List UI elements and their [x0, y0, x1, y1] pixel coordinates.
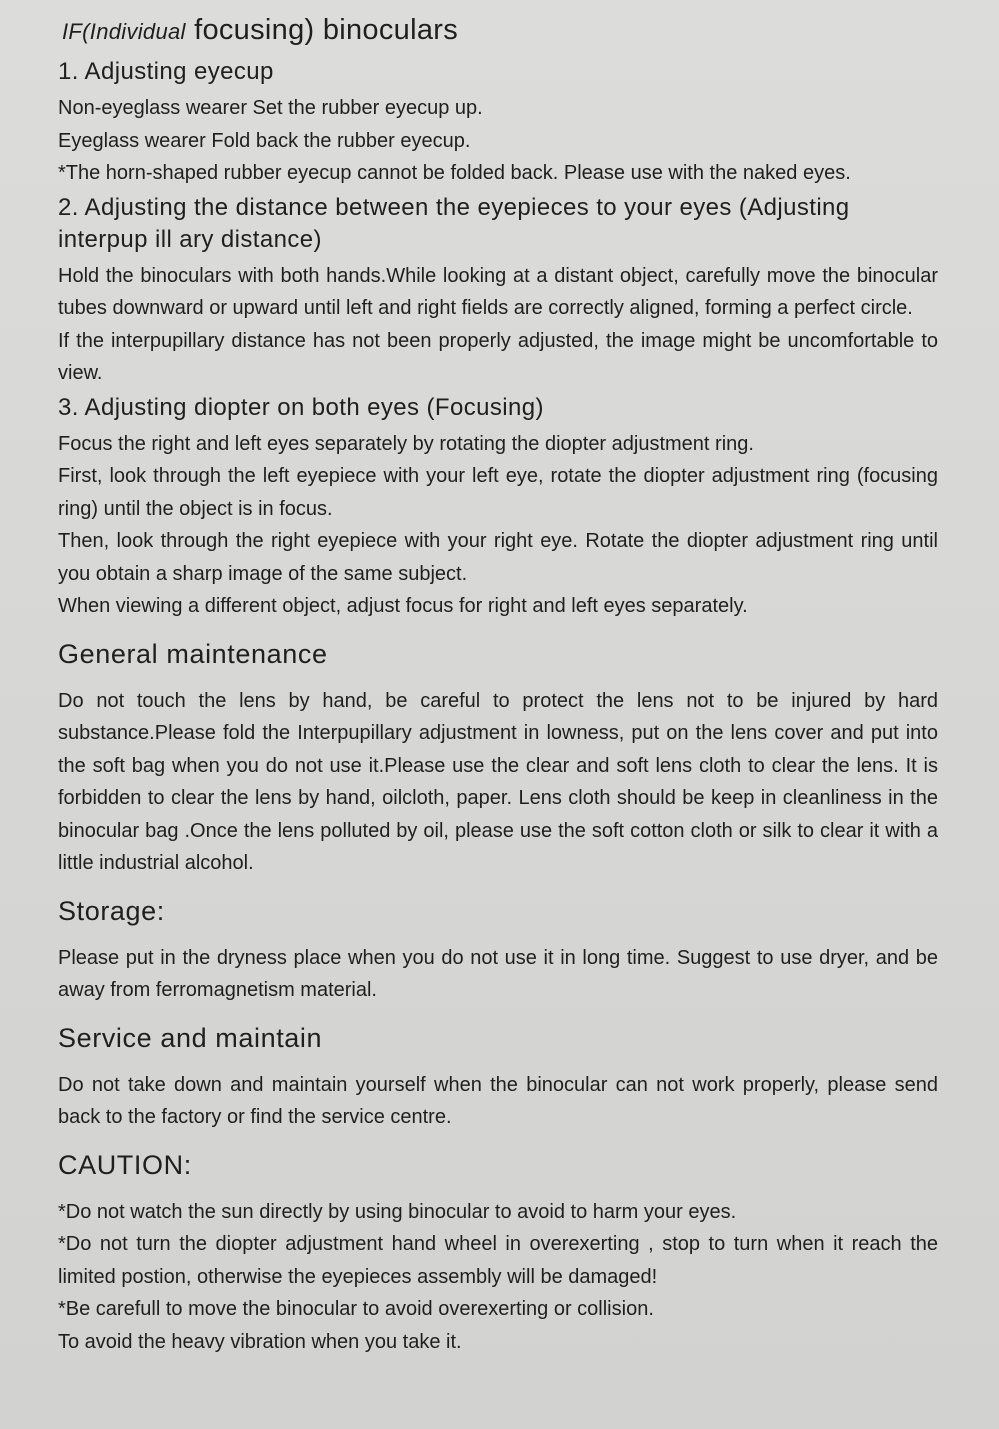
- document-title: [62, 10, 938, 52]
- heading-adjusting-diopter: 3. Adjusting diopter on both eyes (Focusing): [58, 393, 544, 421]
- title-rest: focusing) binoculars: [194, 14, 459, 46]
- service-paragraph: Do not take down and maintain yourself when the binocular can not work properly, please send back to the factory or find the service centre.: [58, 1073, 938, 1128]
- caution-line-2: *Do not turn the diopter adjustment hand wheel in overexerting , stop to turn when it reach the limited postion, otherwise the eyepieces assembly will be damaged!: [58, 1233, 938, 1288]
- eyecup-line-3: *The horn-shaped rubber eyecup cannot be folded back. Please use with the naked eyes.: [58, 162, 851, 184]
- diopter-paragraph-4: When viewing a different object, adjust focus for right and left eyes separately.: [58, 595, 748, 617]
- title-prefix: IF(Individual: [62, 19, 186, 44]
- eyecup-line-2: Eyeglass wearer Fold back the rubber eyecup.: [58, 129, 471, 152]
- interpupillary-paragraph-2: If the interpupillary distance has not been properly adjusted, the image might be uncomfortable to view.: [58, 329, 938, 384]
- heading-general-maintenance: General maintenance: [58, 638, 328, 669]
- heading-caution: CAUTION:: [58, 1149, 192, 1180]
- eyecup-line-1: Non-eyeglass wearer Set the rubber eyecup up.: [58, 97, 483, 119]
- maintenance-paragraph: Do not touch the lens by hand, be careful to protect the lens not to be injured by hard substance.Please fold the Interpupillary adjustment in lowness, put on the lens cover and put into the soft bag when you do not use it.Please use the clear and soft lens cloth to clear the lens. It is forbidden to clear the lens by hand, oilcloth, paper. Lens cloth should be keep in cleanliness in the binocular bag .Once the lens polluted by oil, please use the soft cotton cloth or silk to clear it with a little industrial alcohol.: [58, 689, 938, 874]
- heading-adjusting-eyecup: 1. Adjusting eyecup: [58, 58, 274, 85]
- caution-line-3: *Be carefull to move the binocular to avoid overexerting or collision.: [58, 1298, 654, 1320]
- diopter-paragraph-1: Focus the right and left eyes separately by rotating the diopter adjustment ring.: [58, 432, 754, 455]
- interpupillary-paragraph-1: Hold the binoculars with both hands.While looking at a distant object, carefully move the binocular tubes downward or upward until left and right fields are correctly aligned, forming a perfect circle.: [58, 264, 938, 319]
- heading-storage: Storage:: [58, 895, 165, 926]
- caution-line-1: *Do not watch the sun directly by using binocular to avoid to harm your eyes.: [58, 1200, 737, 1223]
- caution-line-4: To avoid the heavy vibration when you take it.: [58, 1330, 462, 1353]
- manual-content: [58, 10, 938, 1358]
- heading-service-and-maintain: Service and maintain: [58, 1022, 323, 1053]
- storage-paragraph: Please put in the dryness place when you do not use it in long time. Suggest to use dryer, and be away from ferromagnetism material.: [58, 946, 938, 1001]
- diopter-paragraph-2: First, look through the left eyepiece with your left eye, rotate the diopter adjustment ring (focusing ring) until the object is in focus.: [58, 465, 938, 520]
- diopter-paragraph-3: Then, look through the right eyepiece with your right eye. Rotate the diopter adjustment ring until you obtain a sharp image of the same subject.: [58, 530, 938, 585]
- heading-interpupillary-distance: 2. Adjusting the distance between the eyepieces to your eyes (Adjusting interpup ill ary distance): [58, 193, 850, 253]
